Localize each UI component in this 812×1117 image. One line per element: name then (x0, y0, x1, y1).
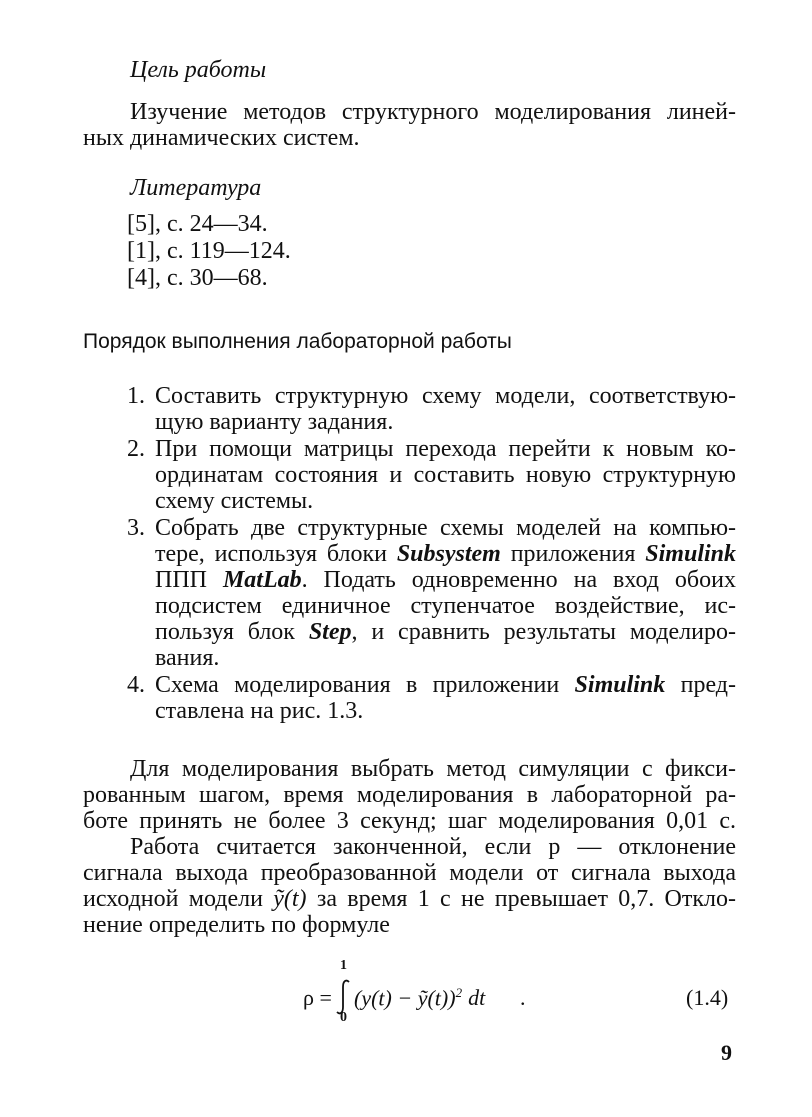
item-2-line-1: При помощи матрицы перехода перейти к новым ко- (155, 436, 736, 462)
goal-line-1: Изучение методов структурного моделирования линей- (130, 99, 736, 125)
literature-heading: Литература (130, 175, 262, 201)
item-3-line-5: пользуя блок Step, и сравнить результаты моделиро- (155, 619, 736, 645)
literature-ref-3: [4], с. 30—68. (127, 265, 268, 291)
item-3-line-4: подсистем единичное ступенчатое воздействие, ис- (155, 593, 736, 619)
item-3-number: 3. (127, 515, 145, 541)
para1-line-3: боте принять не более 3 секунд; шаг моделирования 0,01 с. (83, 808, 736, 834)
item-4-line-1: Схема моделирования в приложении Simulink пред- (155, 672, 736, 698)
integral-lower-limit: 0 (340, 1010, 347, 1025)
para2-line-1: Работа считается законченной, если р — отклонение (130, 834, 736, 860)
para1-line-2: рованным шагом, время моделирования в лабораторной ра- (83, 782, 736, 808)
y-tilde-symbol: ỹ(t) (273, 886, 307, 912)
subsystem-term: Subsystem (396, 541, 501, 567)
integral-upper-limit: 1 (340, 958, 347, 973)
step-term: Step (308, 619, 352, 645)
item-1-line-1: Составить структурную схему модели, соответствую- (155, 383, 736, 409)
procedure-heading: Порядок выполнения лабораторной работы (83, 330, 512, 353)
goal-heading: Цель работы (130, 57, 267, 83)
item-3-line-1: Собрать две структурные схемы моделей на компью- (155, 515, 736, 541)
literature-ref-1: [5], с. 24—34. (127, 211, 268, 237)
goal-line-2: ных динамических систем. (83, 125, 360, 151)
item-3-line-3: ППП MatLab. Подать одновременно на вход обоих (155, 567, 736, 593)
formula-number: (1.4) (686, 985, 729, 1010)
matlab-term: MatLab (222, 567, 302, 593)
item-2-line-2: ординатам состояния и составить новую структурную (155, 462, 736, 488)
item-3-line-6: вания. (155, 645, 220, 671)
literature-ref-2: [1], с. 119—124. (127, 238, 291, 264)
formula-lhs: ρ = (303, 985, 332, 1010)
page-number: 9 (721, 1040, 732, 1065)
para2-line-3: исходной модели ỹ(t) за время 1 с не превышает 0,7. Откло- (83, 886, 737, 912)
item-2-line-3: схему системы. (155, 488, 314, 514)
formula-integrand: (y(t) − ỹ(t))$^2$ dt (354, 985, 486, 1011)
simulink-term-2: Simulink (574, 672, 666, 698)
item-2-number: 2. (127, 436, 145, 462)
item-4-number: 4. (127, 672, 145, 698)
item-3-line-2: тере, используя блоки Subsystem приложения Simulink (155, 541, 736, 567)
item-1-number: 1. (127, 383, 145, 409)
item-1-line-2: щую варианту задания. (155, 409, 394, 435)
para1-line-1: Для моделирования выбрать метод симуляции с фикси- (130, 756, 736, 782)
simulink-term: Simulink (645, 541, 736, 567)
para2-line-4: нение определить по формуле (83, 912, 390, 938)
formula-period: . (520, 985, 526, 1010)
para2-line-2: сигнала выхода преобразованной модели от сигнала выхода (83, 860, 736, 886)
item-4-line-2: ставлена на рис. 1.3. (155, 698, 364, 724)
